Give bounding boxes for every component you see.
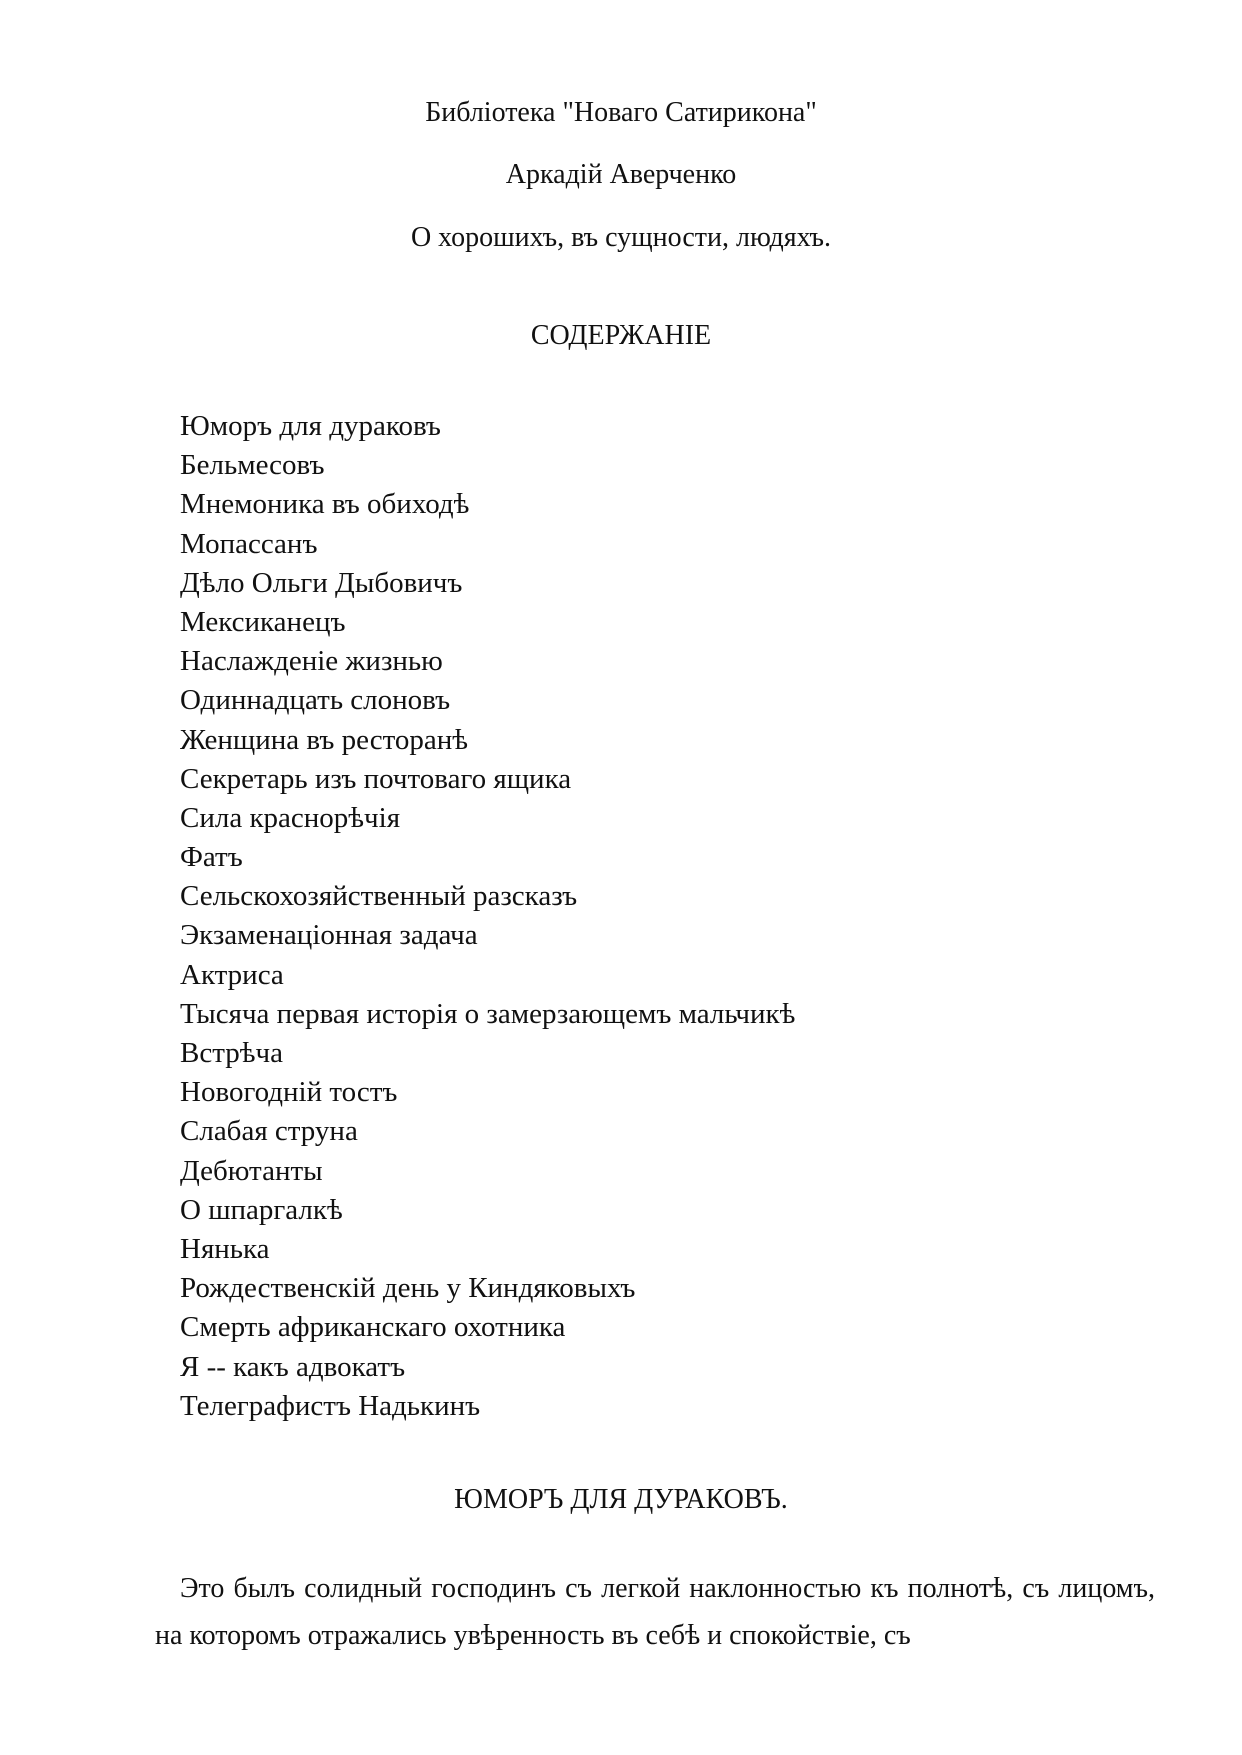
story-paragraph: Это былъ солидный господинъ съ легкой наклонностью къ полнотѣ, съ лицомъ, на которомъ отражались увѣренность въ себѣ и спокойствіе, съ bbox=[155, 1573, 1155, 1651]
toc-item: Наслажденіе жизнью bbox=[180, 645, 443, 678]
toc-item: Встрѣча bbox=[180, 1037, 283, 1069]
toc-item: Дебютанты bbox=[180, 1154, 323, 1187]
author-name: Аркадій Аверченко bbox=[505, 159, 737, 190]
table-of-contents bbox=[180, 407, 795, 1426]
toc-item: Мнемоника въ обиходѣ bbox=[180, 488, 470, 521]
toc-item: Нянька bbox=[180, 1232, 270, 1265]
toc-item: О шпаргалкѣ bbox=[180, 1193, 343, 1226]
toc-item: Сила краснорѣчія bbox=[180, 801, 401, 834]
story-title: ЮМОРЪ ДЛЯ ДУРАКОВЪ. bbox=[454, 1484, 788, 1515]
toc-heading: СОДЕРЖАНІЕ bbox=[530, 320, 712, 351]
toc-item: Дѣло Ольги Дыбовичъ bbox=[180, 566, 463, 599]
toc-item: Фатъ bbox=[180, 841, 243, 874]
toc-item: Женщина въ ресторанѣ bbox=[180, 723, 469, 756]
toc-item: Рождественскій день у Киндяковыхъ bbox=[180, 1272, 636, 1305]
toc-item: Тысяча первая исторія о замерзающемъ мальчикѣ bbox=[180, 997, 796, 1030]
toc-item: Новогодній тостъ bbox=[180, 1076, 398, 1109]
toc-item: Актриса bbox=[180, 958, 284, 991]
toc-item: Мексиканецъ bbox=[180, 605, 346, 638]
toc-item: Смерть африканскаго охотника bbox=[180, 1311, 566, 1344]
toc-item: Слабая струна bbox=[180, 1115, 358, 1148]
toc-item: Юморъ для дураковъ bbox=[180, 410, 441, 442]
library-name: Библіотека "Новаго Сатирикона" bbox=[425, 97, 817, 128]
toc-item: Я -- какъ адвокатъ bbox=[180, 1350, 406, 1383]
toc-item: Экзаменаціонная задача bbox=[180, 919, 478, 952]
toc-item: Одиннадцать слоновъ bbox=[180, 684, 451, 717]
toc-item: Мопассанъ bbox=[180, 527, 318, 560]
toc-item: Телеграфистъ Надькинъ bbox=[180, 1389, 481, 1422]
book-title: О хорошихъ, въ сущности, людяхъ. bbox=[410, 222, 832, 253]
toc-item: Бельмесовъ bbox=[180, 449, 325, 482]
toc-item: Сельскохозяйственный разсказъ bbox=[180, 880, 578, 913]
toc-item: Секретарь изъ почтоваго ящика bbox=[180, 762, 572, 795]
